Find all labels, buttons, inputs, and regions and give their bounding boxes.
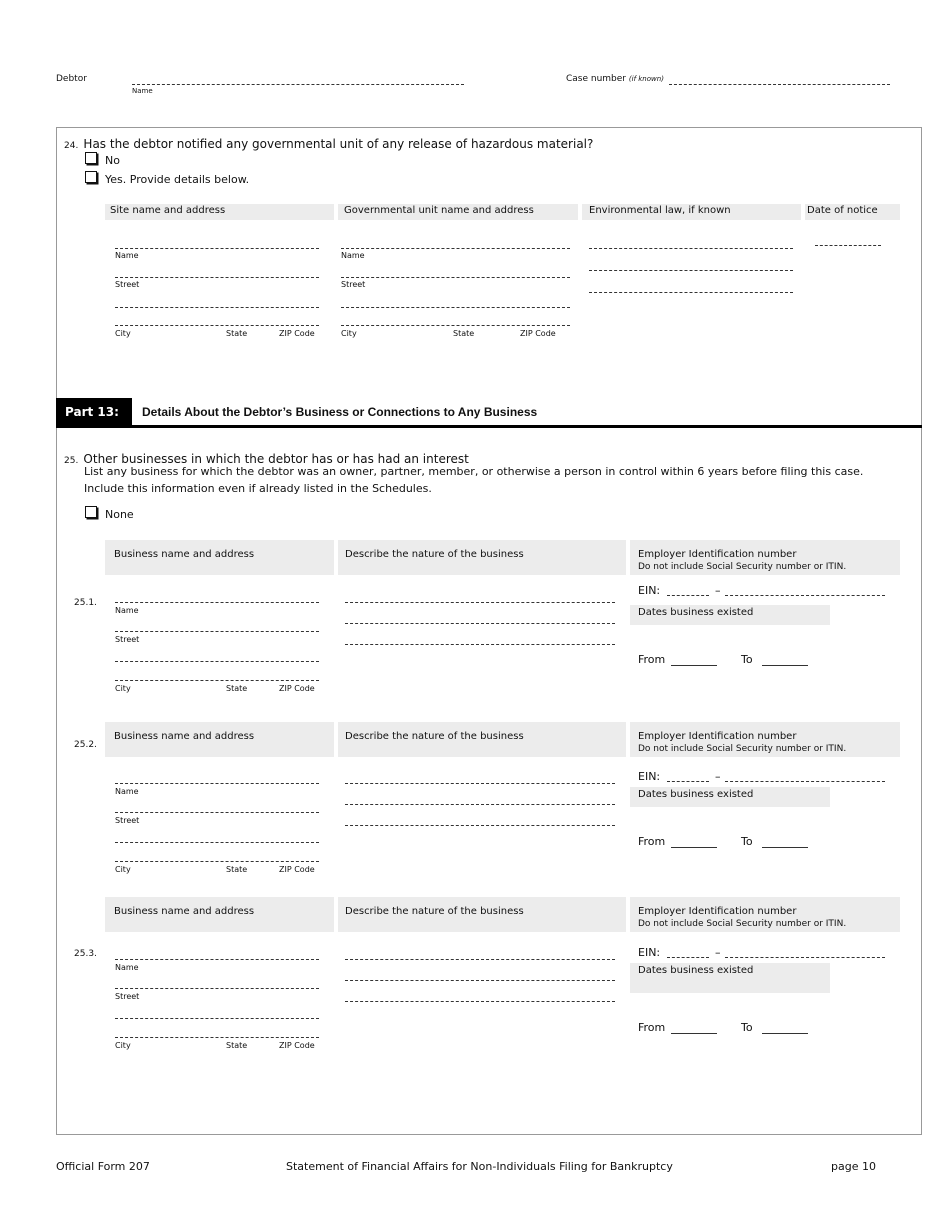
entry-number: 25.1. bbox=[74, 598, 97, 608]
business-zip-caption: ZIP Code bbox=[279, 1041, 315, 1050]
business-city-caption: City bbox=[115, 865, 131, 874]
business-street-caption: Street bbox=[115, 816, 140, 825]
footer-title: Statement of Financial Affairs for Non-Individuals Filing for Bankruptcy bbox=[286, 1160, 673, 1173]
entry-number: 25.3. bbox=[74, 949, 97, 959]
q24-yes-label: Yes. Provide details below. bbox=[105, 173, 250, 186]
debtor-name-field[interactable] bbox=[132, 84, 464, 85]
case-number-label: Case number (if known) bbox=[566, 74, 664, 84]
from-date-field[interactable] bbox=[671, 847, 717, 848]
q24-gov-name-field[interactable] bbox=[341, 248, 570, 249]
nature-line-1[interactable] bbox=[345, 959, 615, 960]
business-zip-caption: ZIP Code bbox=[279, 684, 315, 693]
col-nature-header: Describe the nature of the business bbox=[345, 906, 524, 917]
business-name-field[interactable] bbox=[115, 959, 319, 960]
part13-label: Part 13: bbox=[65, 405, 119, 419]
business-city-field[interactable] bbox=[115, 861, 319, 862]
nature-line-3[interactable] bbox=[345, 644, 615, 645]
q24-no-checkbox[interactable] bbox=[85, 152, 97, 164]
q25-none-checkbox[interactable] bbox=[85, 506, 97, 518]
q24-gov-state-caption: State bbox=[453, 329, 475, 338]
q24-number: 24. bbox=[64, 141, 79, 151]
nature-line-2[interactable] bbox=[345, 980, 615, 981]
business-name-caption: Name bbox=[115, 963, 139, 972]
ein-suffix-field[interactable] bbox=[725, 595, 885, 596]
col-business-header: Business name and address bbox=[114, 549, 255, 560]
q24-gov-street-caption: Street bbox=[341, 280, 366, 289]
q24-col-gov: Governmental unit name and address bbox=[344, 205, 534, 216]
ein-label: EIN: bbox=[638, 770, 661, 783]
business-zip-caption: ZIP Code bbox=[279, 865, 315, 874]
nature-line-3[interactable] bbox=[345, 1001, 615, 1002]
q24-gov-city-caption: City bbox=[341, 329, 357, 338]
q24-site-street2-field[interactable] bbox=[115, 307, 319, 308]
col-nature-header: Describe the nature of the business bbox=[345, 549, 524, 560]
business-city-caption: City bbox=[115, 1041, 131, 1050]
business-street2-field[interactable] bbox=[115, 661, 319, 662]
col-business-header: Business name and address bbox=[114, 731, 255, 742]
part13-rule bbox=[56, 425, 922, 428]
col-ein-note: Do not include Social Security number or ITIN. bbox=[638, 562, 847, 572]
nature-line-2[interactable] bbox=[345, 804, 615, 805]
entry-number: 25.2. bbox=[74, 740, 97, 750]
q24-site-name-field[interactable] bbox=[115, 248, 319, 249]
col-ein-header: Employer Identification number bbox=[638, 906, 797, 917]
footer-page-number: page 10 bbox=[831, 1160, 876, 1173]
ein-prefix-field[interactable] bbox=[667, 781, 709, 782]
q24-date-field[interactable] bbox=[815, 245, 881, 246]
from-date-field[interactable] bbox=[671, 665, 717, 666]
nature-line-1[interactable] bbox=[345, 602, 615, 603]
q24-heading bbox=[64, 133, 593, 152]
col-nature-header: Describe the nature of the business bbox=[345, 731, 524, 742]
business-state-caption: State bbox=[226, 1041, 248, 1050]
ein-separator: – bbox=[715, 584, 721, 597]
q24-site-street-field[interactable] bbox=[115, 277, 319, 278]
q24-no-label: No bbox=[105, 154, 120, 167]
q24-col-date: Date of notice bbox=[807, 205, 878, 216]
ein-separator: – bbox=[715, 770, 721, 783]
ein-prefix-field[interactable] bbox=[667, 957, 709, 958]
q24-col-law: Environmental law, if known bbox=[589, 205, 731, 216]
q24-site-street-caption: Street bbox=[115, 280, 140, 289]
q25-question: Other businesses in which the debtor has or has had an interest bbox=[83, 452, 469, 466]
q25-number: 25. bbox=[64, 456, 79, 466]
business-street-caption: Street bbox=[115, 635, 140, 644]
ein-suffix-field[interactable] bbox=[725, 957, 885, 958]
col-ein-header: Employer Identification number bbox=[638, 549, 797, 560]
q24-law-line-2[interactable] bbox=[589, 270, 793, 271]
q24-law-line-1[interactable] bbox=[589, 248, 793, 249]
to-label: To bbox=[741, 1021, 753, 1034]
q24-col-site: Site name and address bbox=[110, 205, 226, 216]
dates-existed-label: Dates business existed bbox=[638, 607, 754, 618]
q24-gov-name-caption: Name bbox=[341, 251, 365, 260]
q25-instruction-1: List any business for which the debtor was an owner, partner, member, or otherwise a person in control within 6 years before filing this case. bbox=[84, 465, 864, 478]
q24-site-name-caption: Name bbox=[115, 251, 139, 260]
from-date-field[interactable] bbox=[671, 1033, 717, 1034]
col-business-header: Business name and address bbox=[114, 906, 255, 917]
to-date-field[interactable] bbox=[762, 665, 808, 666]
col-ein-note: Do not include Social Security number or ITIN. bbox=[638, 919, 847, 929]
business-name-field[interactable] bbox=[115, 602, 319, 603]
debtor-label: Debtor bbox=[56, 74, 87, 84]
q24-question: Has the debtor notified any governmental unit of any release of hazardous material? bbox=[83, 137, 594, 151]
q24-law-line-3[interactable] bbox=[589, 292, 793, 293]
business-street2-field[interactable] bbox=[115, 1018, 319, 1019]
business-name-caption: Name bbox=[115, 606, 139, 615]
dates-existed-label: Dates business existed bbox=[638, 789, 754, 800]
q25-instruction-2: Include this information even if already listed in the Schedules. bbox=[84, 482, 432, 495]
ein-label: EIN: bbox=[638, 584, 661, 597]
business-street2-field[interactable] bbox=[115, 842, 319, 843]
business-state-caption: State bbox=[226, 684, 248, 693]
business-street-caption: Street bbox=[115, 992, 140, 1001]
footer-form-number: Official Form 207 bbox=[56, 1160, 150, 1173]
q24-gov-city-field[interactable] bbox=[341, 325, 570, 326]
q24-yes-checkbox[interactable] bbox=[85, 171, 97, 183]
business-city-field[interactable] bbox=[115, 680, 319, 681]
business-name-caption: Name bbox=[115, 787, 139, 796]
q24-site-state-caption: State bbox=[226, 329, 248, 338]
ein-suffix-field[interactable] bbox=[725, 781, 885, 782]
q24-gov-street-field[interactable] bbox=[341, 277, 570, 278]
q24-site-city-caption: City bbox=[115, 329, 131, 338]
q24-site-zip-caption: ZIP Code bbox=[279, 329, 315, 338]
q24-gov-street2-field[interactable] bbox=[341, 307, 570, 308]
business-city-field[interactable] bbox=[115, 1037, 319, 1038]
q24-gov-zip-caption: ZIP Code bbox=[520, 329, 556, 338]
q24-site-city-field[interactable] bbox=[115, 325, 319, 326]
business-state-caption: State bbox=[226, 865, 248, 874]
business-city-caption: City bbox=[115, 684, 131, 693]
to-date-field[interactable] bbox=[762, 1033, 808, 1034]
from-label: From bbox=[638, 1021, 666, 1034]
from-label: From bbox=[638, 835, 666, 848]
q25-none-label: None bbox=[105, 508, 134, 521]
nature-line-1[interactable] bbox=[345, 783, 615, 784]
dates-existed-label: Dates business existed bbox=[638, 965, 754, 976]
to-label: To bbox=[741, 653, 753, 666]
case-number-field[interactable] bbox=[669, 84, 890, 85]
ein-separator: – bbox=[715, 946, 721, 959]
business-street-field[interactable] bbox=[115, 988, 319, 989]
to-date-field[interactable] bbox=[762, 847, 808, 848]
ein-prefix-field[interactable] bbox=[667, 595, 709, 596]
part13-title: Details About the Debtor’s Business or Connections to Any Business bbox=[142, 405, 538, 419]
business-street-field[interactable] bbox=[115, 631, 319, 632]
debtor-name-caption: Name bbox=[132, 87, 153, 95]
col-ein-header: Employer Identification number bbox=[638, 731, 797, 742]
business-name-field[interactable] bbox=[115, 783, 319, 784]
ein-label: EIN: bbox=[638, 946, 661, 959]
col-ein-note: Do not include Social Security number or ITIN. bbox=[638, 744, 847, 754]
nature-line-2[interactable] bbox=[345, 623, 615, 624]
from-label: From bbox=[638, 653, 666, 666]
business-street-field[interactable] bbox=[115, 812, 319, 813]
to-label: To bbox=[741, 835, 753, 848]
nature-line-3[interactable] bbox=[345, 825, 615, 826]
if-known-note: (if known) bbox=[628, 75, 664, 83]
